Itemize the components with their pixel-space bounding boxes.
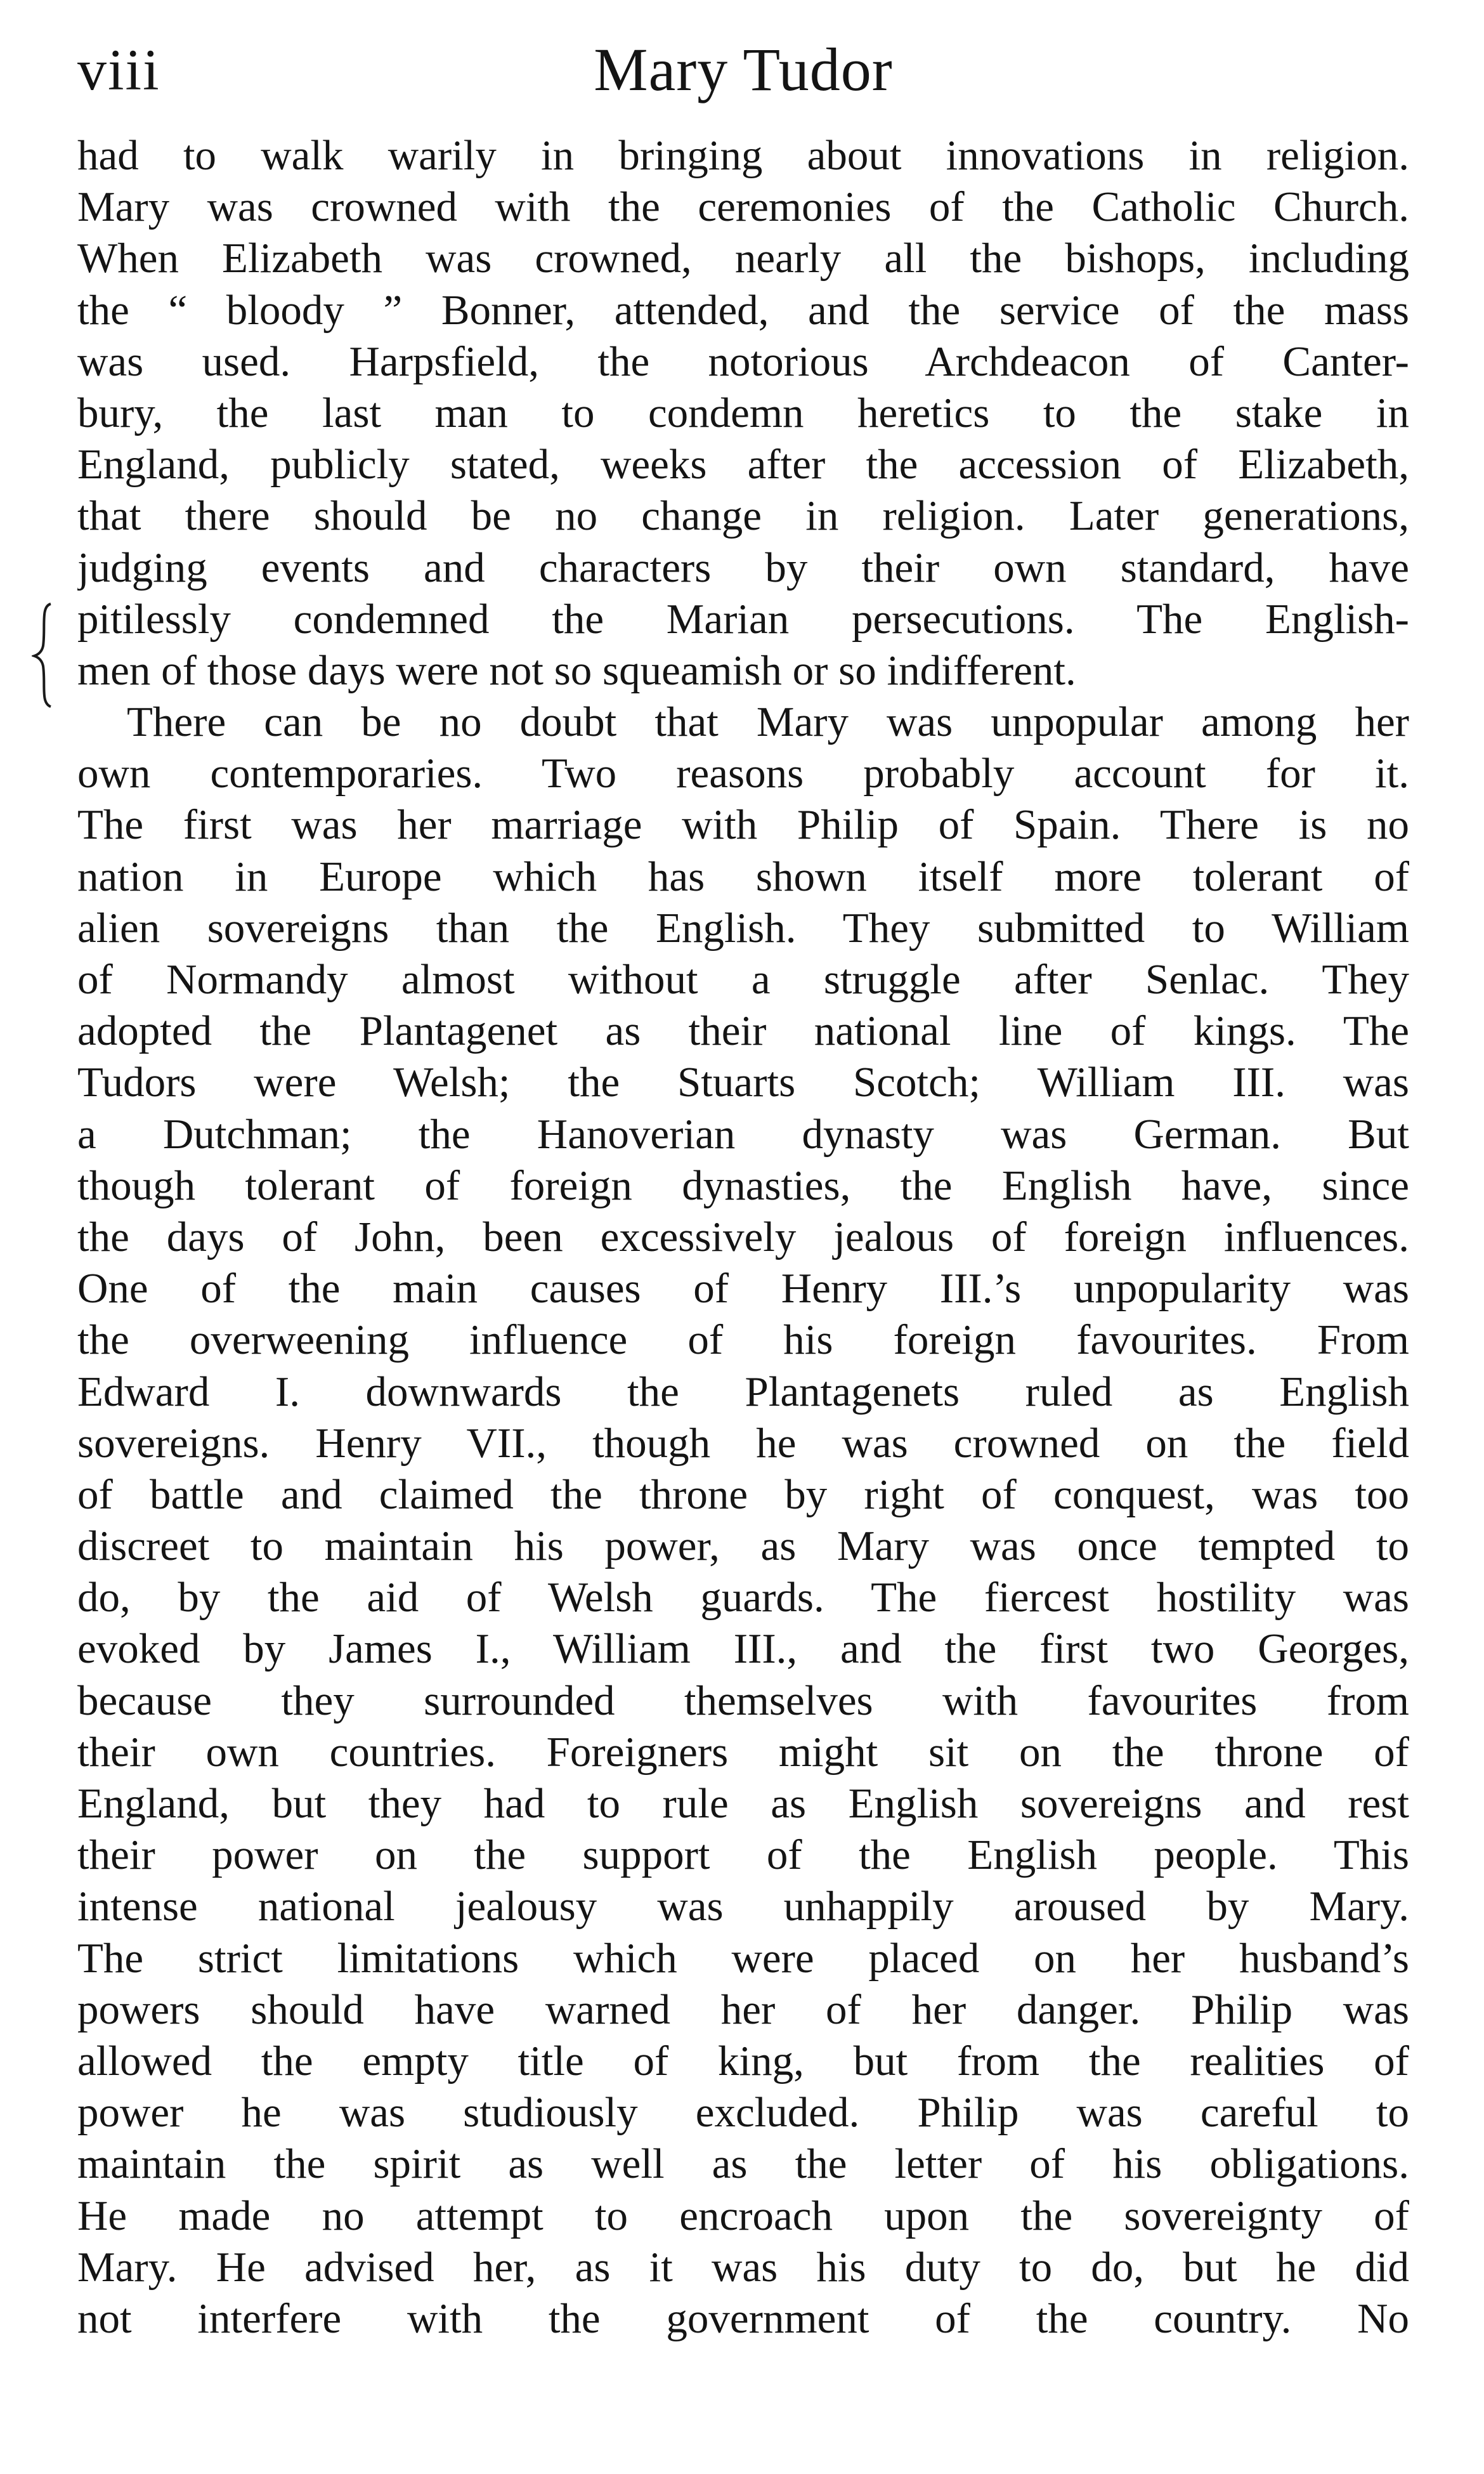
- text-line: One of the main causes of Henry III.’s unpopularity was: [77, 1265, 1409, 1312]
- text-line: of Normandy almost without a struggle after Senlac. They: [77, 956, 1409, 1003]
- text-line: though tolerant of foreign dynasties, the English have, since: [77, 1162, 1409, 1209]
- text-line: England, publicly stated, weeks after the accession of Elizabeth,: [77, 441, 1409, 488]
- text-line: There can be no doubt that Mary was unpopular among her: [127, 698, 1409, 746]
- text-line: men of those days were not so squeamish or so indifferent.: [77, 646, 1076, 694]
- text-line: He made no attempt to encroach upon the sovereignty of: [77, 2192, 1409, 2239]
- text-line: alien sovereigns than the English. They submitted to William: [77, 904, 1409, 952]
- text-line: When Elizabeth was crowned, nearly all the bishops, including: [77, 235, 1409, 282]
- text-line: sovereigns. Henry VII., though he was crowned on the field: [77, 1419, 1409, 1467]
- text-line: discreet to maintain his power, as Mary was once tempted to: [77, 1522, 1409, 1570]
- text-line: had to walk warily in bringing about innovations in religion.: [77, 132, 1409, 179]
- text-line: bury, the last man to condemn heretics to the stake in: [77, 389, 1409, 436]
- paragraph: [77, 130, 1409, 697]
- text-line: Tudors were Welsh; the Stuarts Scotch; William III. was: [77, 1059, 1409, 1106]
- text-line: maintain the spirit as well as the letter of his obligations.: [77, 2140, 1409, 2188]
- running-head: [77, 25, 1409, 114]
- text-line: their own countries. Foreigners might sit on the throne of: [77, 1728, 1409, 1776]
- text-line: judging events and characters by their own standard, have: [77, 544, 1409, 591]
- text-line: the “ bloody ” Bonner, attended, and the service of the mass: [77, 286, 1409, 334]
- text-line: the days of John, been excessively jealous of foreign influences.: [77, 1213, 1409, 1260]
- text-line: not interfere with the government of the country. No: [77, 2294, 1409, 2342]
- text-line: The strict limitations which were placed on her husband’s: [77, 1934, 1409, 1982]
- text-line: power he was studiously excluded. Philip was careful to: [77, 2089, 1409, 2137]
- text-line: allowed the empty title of king, but from the realities of: [77, 2037, 1409, 2085]
- body-text: [77, 130, 1409, 2345]
- text-line: intense national jealousy was unhappily aroused by Mary.: [77, 1883, 1409, 1930]
- margin-brace-mark: [32, 601, 57, 709]
- text-line: the overweening influence of his foreign favourites. From: [77, 1316, 1409, 1364]
- text-line: evoked by James I., William III., and the first two Georges,: [77, 1625, 1409, 1673]
- text-line: The first was her marriage with Philip of Spain. There is no: [77, 801, 1409, 849]
- text-line: adopted the Plantagenet as their national line of kings. The: [77, 1007, 1409, 1055]
- running-title: Mary Tudor: [594, 36, 893, 103]
- text-line: own contemporaries. Two reasons probably account for it.: [77, 750, 1409, 797]
- text-line: their power on the support of the English people. This: [77, 1831, 1409, 1879]
- text-line: was used. Harpsfield, the notorious Archdeacon of Canter-: [77, 337, 1409, 385]
- text-line: Mary. He advised her, as it was his duty to do, but he did: [77, 2243, 1409, 2291]
- text-line: of battle and claimed the throne by right of conquest, was too: [77, 1470, 1409, 1518]
- text-line: a Dutchman; the Hanoverian dynasty was German. But: [77, 1110, 1409, 1158]
- text-line: nation in Europe which has shown itself more tolerant of: [77, 853, 1409, 900]
- text-line: that there should be no change in religion. Later generations,: [77, 492, 1409, 540]
- text-line: powers should have warned her of her danger. Philip was: [77, 1986, 1409, 2033]
- text-line: England, but they had to rule as English sovereigns and rest: [77, 1780, 1409, 1827]
- page-number: viii: [77, 37, 160, 102]
- text-line: Edward I. downwards the Plantagenets ruled as English: [77, 1368, 1409, 1415]
- text-line: because they surrounded themselves with favourites from: [77, 1677, 1409, 1724]
- text-line: do, by the aid of Welsh guards. The fiercest hostility was: [77, 1574, 1409, 1621]
- text-line: Mary was crowned with the ceremonies of the Catholic Church.: [77, 183, 1409, 231]
- paragraph: [77, 697, 1409, 2345]
- text-line: pitilessly condemned the Marian persecutions. The English-: [77, 595, 1409, 643]
